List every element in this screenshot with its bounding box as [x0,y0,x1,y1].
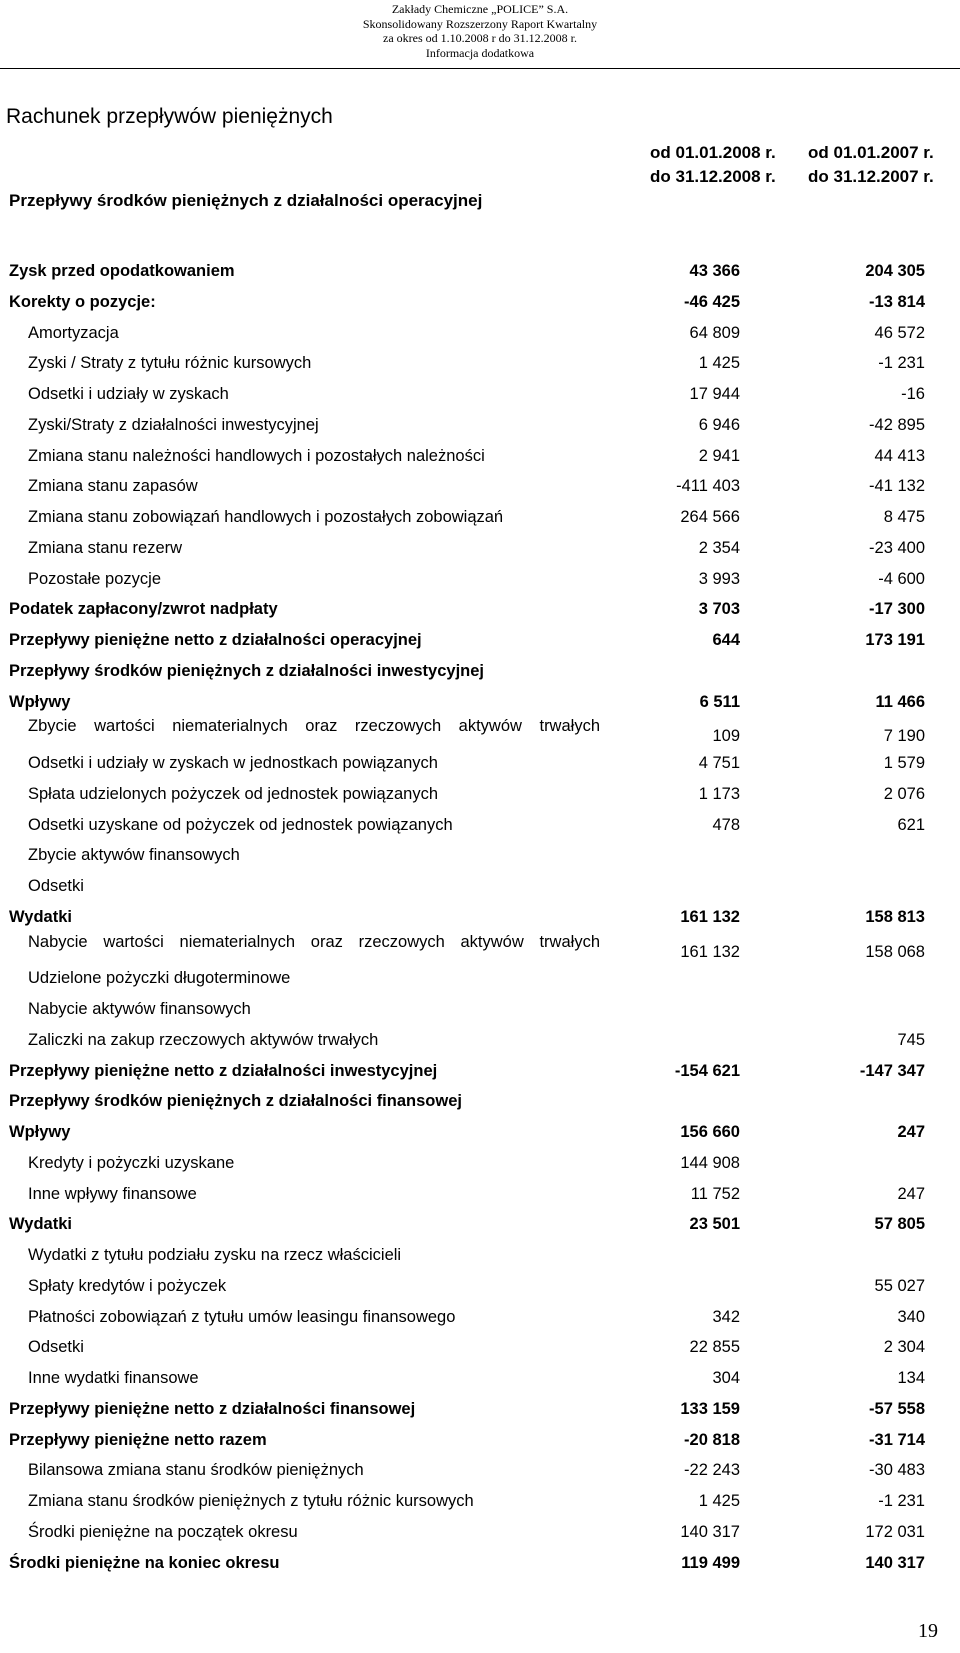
value-2008: 6 946 [698,415,740,434]
table-row [0,1086,960,1117]
table-row [0,933,960,964]
value-2008: 156 660 [680,1123,740,1141]
value-2007: -42 895 [869,415,925,434]
value-2007: -13 814 [869,292,925,311]
value-2007: 46 572 [874,323,925,342]
value-2008: 140 317 [680,1522,740,1541]
row-label: Wpływy [9,692,71,711]
table-row [0,441,960,472]
row-label: Zbycie aktywów finansowych [28,846,240,865]
value-2007: -30 483 [869,1461,925,1480]
value-2007: 247 [897,1184,925,1203]
row-label: Przepływy pieniężne netto razem [9,1430,267,1449]
row-label: Wpływy [9,1123,71,1141]
value-2008: 4 751 [698,754,740,772]
value-2007: 173 191 [865,631,925,649]
value-2007: 204 305 [865,262,925,280]
row-label: Odsetki [28,1338,84,1357]
value-2007: 745 [897,1030,925,1049]
value-2007: -4 600 [878,569,925,588]
document-header [0,2,960,60]
table-row [0,1240,960,1271]
value-2008: 644 [712,631,740,649]
value-2008: -154 621 [674,1061,740,1080]
table-row [0,348,960,379]
value-2007: 158 813 [865,907,925,926]
row-label: Płatności zobowiązań z tytułu umów leasingu finansowego [28,1307,456,1326]
period-2008-from: od 01.01.2008 r. [650,143,776,162]
table-row [0,1209,960,1240]
table-row [0,1548,960,1579]
value-2008: 109 [712,727,740,746]
value-2008: 2 941 [698,446,740,465]
row-label: Przepływy pieniężne netto z działalności inwestycyjnej [9,1061,438,1080]
value-2007: 621 [897,815,925,834]
table-row [0,748,960,779]
row-label: Nabycie wartości niematerialnych oraz rzeczowych aktywów trwałych [28,932,600,951]
row-label: Spłaty kredytów i pożyczek [28,1276,227,1295]
page-number: 19 [918,1620,938,1642]
row-label: Spłata udzielonych pożyczek od jednostek powiązanych [28,784,439,803]
value-2007: 11 466 [875,692,925,711]
value-2007: -17 300 [869,600,925,619]
value-2008: 11 752 [690,1184,740,1203]
row-label: Przepływy pieniężne netto z działalności operacyjnej [9,631,422,649]
header-divider [0,68,960,69]
value-2008: 119 499 [681,1553,740,1572]
table-row [0,1425,960,1456]
table-row [0,1056,960,1087]
period-2008-heading [650,141,776,189]
row-label: Zaliczki na zakup rzeczowych aktywów trwałych [28,1030,379,1049]
table-row [0,810,960,841]
operating-section-heading: Przepływy środków pieniężnych z działalności operacyjnej [9,191,483,210]
row-label: Zyski/Straty z działalności inwestycyjnej [28,415,319,434]
row-label: Wydatki [9,907,72,926]
table-row [0,717,960,748]
table-row [0,687,960,718]
period-2007-heading [808,141,934,189]
table-row [0,318,960,349]
value-2008: 161 132 [680,942,740,961]
value-2008: 264 566 [680,508,740,526]
value-2007: 340 [897,1307,925,1326]
table-row [0,1363,960,1394]
value-2007: 8 475 [883,508,925,526]
row-label: Podatek zapłacony/zwrot nadpłaty [9,600,278,619]
value-2008: 6 511 [699,692,740,711]
value-2007: -31 714 [869,1430,925,1449]
row-label: Inne wydatki finansowe [28,1369,199,1387]
value-2007: 140 317 [865,1553,925,1572]
value-2007: -1 231 [878,354,925,373]
table-row [0,594,960,625]
value-2007: 134 [897,1369,925,1387]
value-2008: -46 425 [684,292,740,311]
period-2008-to: do 31.12.2008 r. [650,167,776,186]
value-2008: 304 [712,1369,740,1387]
value-2008: 1 425 [698,354,740,373]
row-label: Kredyty i pożyczki uzyskane [28,1153,235,1172]
value-2008: 17 944 [689,385,740,403]
row-label: Nabycie aktywów finansowych [28,1000,251,1018]
table-row [0,1148,960,1179]
value-2008: 43 366 [689,262,740,280]
table-row [0,994,960,1025]
table-row [0,1025,960,1056]
row-label: Przepływy pieniężne netto z działalności finansowej [9,1399,416,1418]
value-2008: 1 425 [698,1492,740,1510]
row-label: Pozostałe pozycje [28,569,161,588]
row-label: Przepływy środków pieniężnych z działalności inwestycyjnej [9,661,484,680]
row-label: Zbycie wartości niematerialnych oraz rzeczowych aktywów trwałych [28,717,600,736]
row-label: Zyski / Straty z tytułu różnic kursowych [28,354,312,373]
value-2007: 44 413 [874,446,925,465]
value-2007: -57 558 [869,1399,925,1418]
header-report-type: Skonsolidowany Rozszerzony Raport Kwartalny [362,16,598,31]
table-row [0,963,960,994]
row-label: Wydatki z tytułu podziału zysku na rzecz właścicieli [28,1246,402,1264]
value-2007: -16 [901,385,925,403]
table-row [0,287,960,318]
table-row [0,779,960,810]
row-label: Środki pieniężne na początek okresu [28,1522,298,1541]
value-2008: 478 [712,815,740,834]
row-label: Przepływy środków pieniężnych z działalności finansowej [9,1092,462,1111]
value-2007: 172 031 [865,1522,925,1541]
value-2008: 342 [712,1307,740,1326]
value-2008: 144 908 [680,1153,740,1172]
period-2007-to: do 31.12.2007 r. [808,167,934,186]
table-row [0,1332,960,1363]
value-2008: 161 132 [680,907,740,926]
value-2008: 22 855 [689,1338,740,1357]
row-label: Korekty o pozycje: [9,292,156,311]
table-row [0,840,960,871]
table-row [0,1117,960,1148]
value-2008: -22 243 [684,1461,740,1480]
value-2008: 133 159 [680,1399,740,1418]
value-2007: 247 [897,1123,925,1141]
row-label: Zmiana stanu należności handlowych i pozostałych należności [28,446,485,465]
value-2008: 64 809 [689,323,740,342]
row-label: Bilansowa zmiana stanu środków pieniężnych [28,1461,364,1480]
row-label: Zmiana stanu zapasów [28,477,198,496]
value-2008: 23 501 [689,1215,740,1234]
value-2007: -41 132 [869,477,925,496]
table-row [0,1486,960,1517]
value-2007: 158 068 [865,942,925,961]
value-2008: -411 403 [676,477,740,496]
period-2007-from: od 01.01.2007 r. [808,143,934,162]
value-2007: 55 027 [874,1276,925,1295]
row-label: Zmiana stanu zobowiązań handlowych i pozostałych zobowiązań [28,508,504,526]
row-label: Wydatki [9,1215,72,1234]
table-row [0,1179,960,1210]
table-row [0,533,960,564]
header-period: za okres od 1.10.2008 r do 31.12.2008 r. [383,31,577,45]
cash-flow-table [0,256,960,1578]
table-row [0,471,960,502]
row-label: Zmiana stanu rezerw [28,538,183,557]
table-row [0,1394,960,1425]
table-row [0,410,960,441]
value-2007: -1 231 [878,1492,925,1510]
row-label: Inne wpływy finansowe [28,1184,197,1203]
table-row [0,1302,960,1333]
table-row [0,564,960,595]
value-2008: 1 173 [698,784,740,803]
value-2008: 3 703 [698,600,740,619]
table-row [0,871,960,902]
value-2007: -147 347 [859,1061,925,1080]
value-2007: 2 304 [883,1338,925,1357]
table-row [0,1455,960,1486]
value-2007: -23 400 [869,538,925,557]
row-label: Zysk przed opodatkowaniem [9,262,235,280]
value-2008: -20 818 [684,1430,740,1449]
row-label: Udzielone pożyczki długoterminowe [28,969,291,988]
row-label: Odsetki i udziały w zyskach [28,385,229,403]
value-2008: 2 354 [698,538,740,557]
table-row [0,656,960,687]
row-label: Odsetki i udziały w zyskach w jednostkach powiązanych [28,754,438,772]
row-label: Środki pieniężne na koniec okresu [9,1553,280,1572]
table-row [0,1517,960,1548]
header-company: Zakłady Chemiczne „POLICE” S.A. [391,2,569,16]
row-label: Zmiana stanu środków pieniężnych z tytułu różnic kursowych [28,1492,474,1510]
row-label: Odsetki [28,877,84,895]
row-label: Amortyzacja [28,323,119,342]
value-2008: 3 993 [698,569,740,588]
table-row [0,379,960,410]
table-row [0,1271,960,1302]
section-title: Rachunek przepływów pieniężnych [6,105,333,128]
value-2007: 1 579 [883,754,925,772]
table-row [0,502,960,533]
value-2007: 2 076 [883,784,925,803]
value-2007: 57 805 [874,1215,925,1234]
header-section: Informacja dodatkowa [425,45,535,60]
row-label: Odsetki uzyskane od pożyczek od jednostek powiązanych [28,815,453,834]
table-row [0,625,960,656]
table-row [0,902,960,933]
value-2007: 7 190 [883,727,925,746]
table-row [0,256,960,287]
